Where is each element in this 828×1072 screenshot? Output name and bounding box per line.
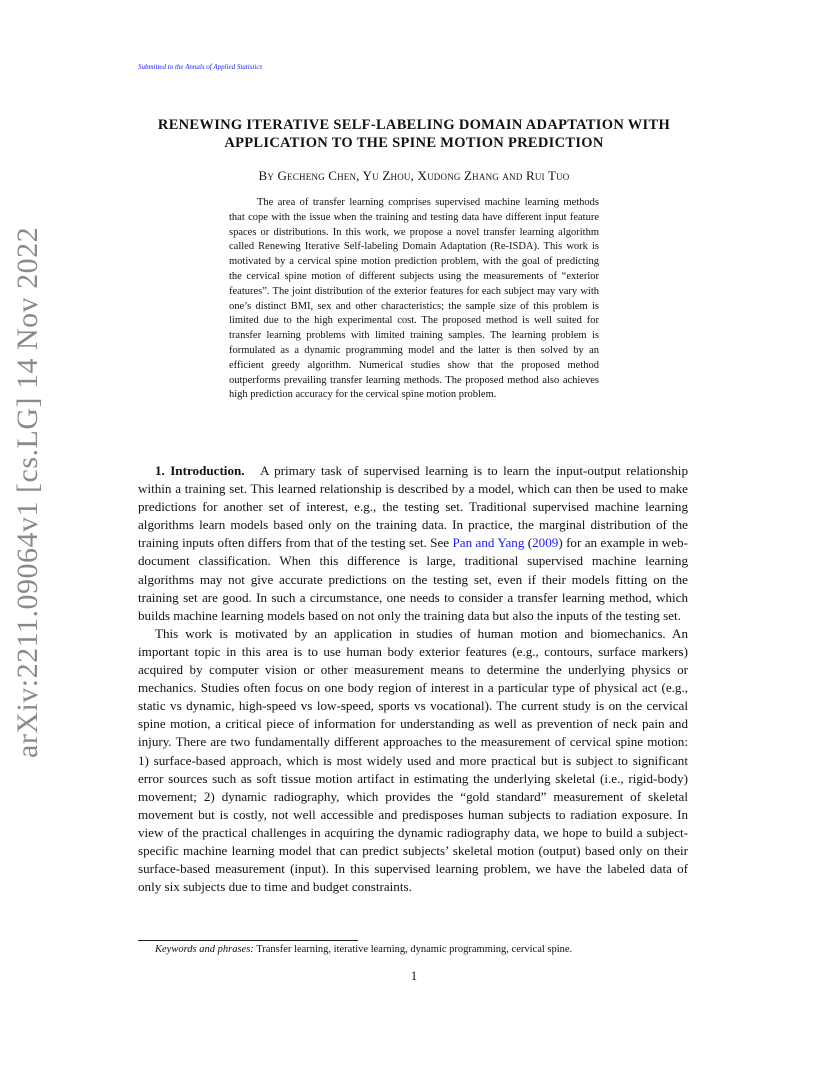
intro-paragraph-2: This work is motivated by an application in studies of human motion and biomechanics. An important topic in this area is to use human body exterior features (e.g., contours, surface markers) acquired by computer vision or other measurement means to determine the underlying physics or mechanics. Studies often focus on one body region of interest in a particular type of physical act (e.g., static vs dynamic, high-speed vs low-speed, sports vs vocational). The current study is on the cervical spine motion, a critical piece of information for understanding as well as prevention of neck pain and injury. There are two fundamentally different approaches to the measurement of cervical spine motion: 1) surface-based approach, which is most widely used and more practical but is subject to significant error sources such as soft tissue motion artifact in estimating the underlying skeletal (i.e., rigid-body) movement; 2) dynamic radiography, which provides the “gold standard” measurement of skeletal movement but is costly, not well accessible and predisposes human subjects to radiation exposure. In view of the practical challenges in acquiring the dynamic radiography data, we hope to build a subject-specific machine learning model that can predict subjects’ skeletal motion (output) based only on their surface-based measurement (input). In this supervised learning problem, we have the labeled data of only six subjects due to time and budget constraints. [138,625,688,895]
keywords-footnote [155,944,695,955]
abstract: The area of transfer learning comprises supervised machine learning methods that cope with the issue when the training and testing data have different input feature spaces or distributions. In this work, we propose a novel transfer learning algorithm called Renewing Iterative Self-labeling Domain Adaptation (Re-ISDA). This work is motivated by a cervical spine motion prediction problem, with the goal of predicting the cervical spine motion of different subjects using the measurements of “exterior features”. The joint distribution of the exterior features for each subject may vary with one’s distinct BMI, sex and other characteristics; the sample size of this problem is limited due to the high experimental cost. The proposed method is well suited for transfer learning problems with limited training samples. The learning problem is formulated as a dynamic programming model and the latter is then solved by an efficient greedy algorithm. Numerical studies show that the proposed method outperforms prevailing transfer learning methods. The proposed method also achieves high prediction accuracy for the cervical spine motion problem. [229,197,599,401]
intro-paragraph-1: 1. Introduction. A primary task of supervised learning is to learn the input-output relationship within a training set. This learned relationship is described by a model, which can then be used to make predictions for another set of interest, e.g., the testing set. Traditional supervised machine learning algorithms learn models based only on the training data. In practice, the marginal distribution of the training inputs often differs from that of the testing set. See Pan and Yang (2009) for an example in web-document classification. When this difference is large, traditional supervised machine learning algorithms may not give accurate predictions on the testing set, even if their models fitting on the training set are good. In such a circumstance, one needs to consider a transfer learning method, which builds machine learning models based on not only the training data but also the inputs of the testing set. [138,463,688,623]
section-heading: 1. Introduction. [155,463,245,478]
paper-title [138,116,690,152]
submission-note: Submitted to the Annals of Applied Statistics [138,63,263,71]
introduction-section [138,462,688,896]
footnote-divider [138,940,358,941]
arxiv-identifier-stamp[interactable]: arXiv:2211.09064v1 [cs.LG] 14 Nov 2022 [11,226,44,758]
authors-text: By Gecheng Chen, Yu Zhou, Xudong Zhang and Rui Tuo [258,168,570,183]
author-list [138,168,690,184]
intro-text-1a: A primary task of supervised learning is to learn the input-output relationship within a training set. This learned relationship is described by a model, which can then be used to make predictions for another set of interest, e.g., the testing set. Traditional supervised machine learning algorithms learn models based only on the training data. In practice, the marginal distribution of the training inputs often differs from that of the testing set. See [138,463,688,551]
title-line-1: RENEWING ITERATIVE SELF-LABELING DOMAIN ADAPTATION WITH [157,117,671,133]
citation-link-authors[interactable]: Pan and Yang [452,535,525,551]
page-number: 1 [410,969,418,983]
title-line-2: APPLICATION TO THE SPINE MOTION PREDICTION [224,135,604,151]
keywords-label: Keywords and phrases: [155,944,254,955]
intro-text-1b: for an example in web-document classification. When this difference is large, traditional supervised machine learning algorithms may not give accurate predictions on the testing set, even if their models fitting on the training set are good. In such a circumstance, one needs to consider a transfer learning method, which builds machine learning models based on not only the training data but also the inputs of the testing set. [138,535,688,623]
keywords-text: Transfer learning, iterative learning, dynamic programming, cervical spine. [256,944,573,955]
citation-link-year[interactable]: 2009 [532,535,559,551]
